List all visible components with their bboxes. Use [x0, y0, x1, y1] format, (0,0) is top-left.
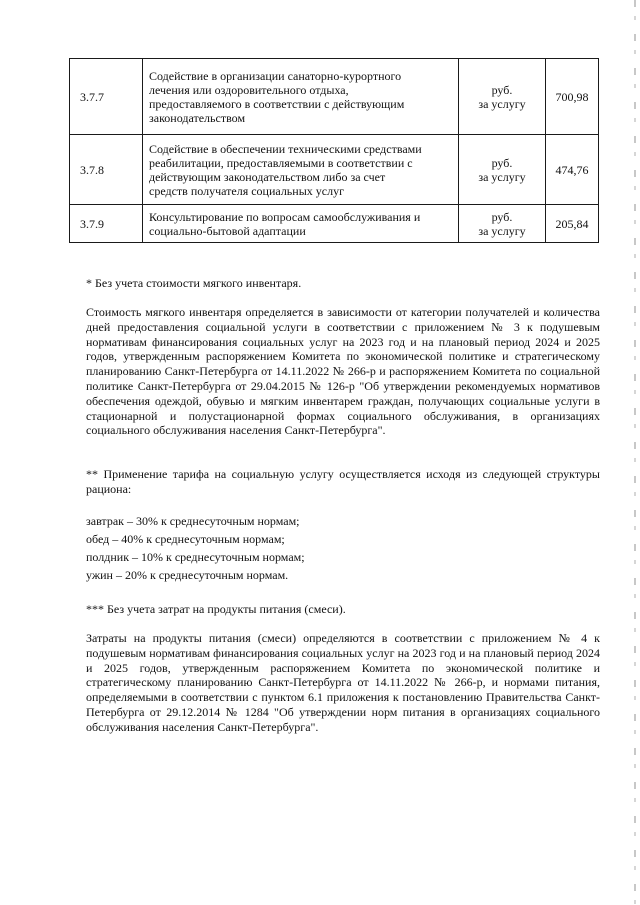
footnote-food-costs: *** Без учета затрат на продукты питания (смеси). — [86, 602, 346, 616]
table-row — [70, 205, 599, 243]
service-price: 205,84 — [546, 205, 599, 243]
service-unit — [459, 135, 546, 205]
unit-basis: за услугу — [478, 223, 526, 238]
unit-basis: за услугу — [478, 169, 526, 184]
description-line: Консультирование по вопросам самообслуживания и — [149, 209, 421, 224]
service-code: 3.7.9 — [70, 205, 143, 243]
table-row — [70, 135, 599, 205]
description-line: законодательством — [149, 110, 246, 125]
ration-item-breakfast: завтрак – 30% к среднесуточным нормам; — [86, 514, 300, 528]
scan-edge-artifact — [634, 0, 636, 905]
paragraph-soft-inventory-cost: Стоимость мягкого инвентаря определяется в зависимости от категории получателей и количества дней предоставления социальной услуги в соответствии с приложением № 3 к подушевым нормативам финансирования социальных услуг на 2023 год и на плановый период 2024 и 2025 годов, утвержденным распоряжением Комитета по экономической политике и стратегическому планированию Санкт-Петербурга от 14.11.2022 № 266-р и распоряжением Комитета по социальной политике Санкт-Петербурга от 29.04.2015 № 126-р "Об утверждении рекомендуемых нормативов обеспечения одеждой, обувью и мягким инвентарем граждан, получающих социальные услуги в стационарной и полустационарной формах социального обслуживания, в организациях социального обслуживания населения Санкт-Петербурга". — [86, 305, 600, 438]
service-price: 700,98 — [546, 59, 599, 135]
service-code: 3.7.7 — [70, 59, 143, 135]
footnote-soft-inventory: * Без учета стоимости мягкого инвентаря. — [86, 276, 302, 290]
service-price: 474,76 — [546, 135, 599, 205]
description-line: предоставляемого в соответствии с действующим — [149, 96, 405, 111]
unit-currency: руб. — [491, 155, 513, 170]
description-line: социально-бытовой адаптации — [149, 223, 306, 238]
unit-currency: руб. — [491, 209, 513, 224]
description-line: Содействие в обеспечении техническими средствами — [149, 141, 422, 156]
description-line: лечения или оздоровительного отдыха, — [149, 82, 349, 97]
service-description — [143, 135, 459, 205]
footnote-ration-structure: ** Применение тарифа на социальную услугу осуществляется исходя из следующей структуры рациона: — [86, 467, 600, 496]
ration-item-dinner: ужин – 20% к среднесуточным нормам. — [86, 568, 289, 582]
service-unit — [459, 59, 546, 135]
service-code: 3.7.8 — [70, 135, 143, 205]
paragraph-food-costs: Затраты на продукты питания (смеси) определяются в соответствии с приложением № 4 к подушевым нормативам финансирования социальных услуг на 2023 год и на плановый период 2024 и 2025 годов, утвержденным распоряжением Комитета по экономической политике и стратегическому планированию Санкт-Петербурга от 14.11.2022 № 266-р, и нормами питания, определяемыми в соответствии с пунктом 6.1 приложения к постановлению Правительства Санкт-Петербурга от 29.12.2014 № 1284 "Об утверждении норм питания в организациях социального обслуживания населения Санкт-Петербурга". — [86, 631, 600, 734]
service-unit — [459, 205, 546, 243]
description-line: средств получателя социальных услуг — [149, 183, 344, 198]
service-description — [143, 59, 459, 135]
description-line: Содействие в организации санаторно-курортного — [149, 68, 402, 83]
table-row — [70, 59, 599, 135]
unit-currency: руб. — [491, 82, 513, 97]
ration-item-lunch: обед – 40% к среднесуточным нормам; — [86, 532, 285, 546]
tariff-table — [69, 58, 599, 243]
service-description — [143, 205, 459, 243]
description-line: реабилитации, предоставляемыми в соответствии с — [149, 155, 413, 170]
ration-item-snack: полдник – 10% к среднесуточным нормам; — [86, 550, 305, 564]
description-line: действующим законодательством либо за счет — [149, 169, 386, 184]
unit-basis: за услугу — [478, 96, 526, 111]
